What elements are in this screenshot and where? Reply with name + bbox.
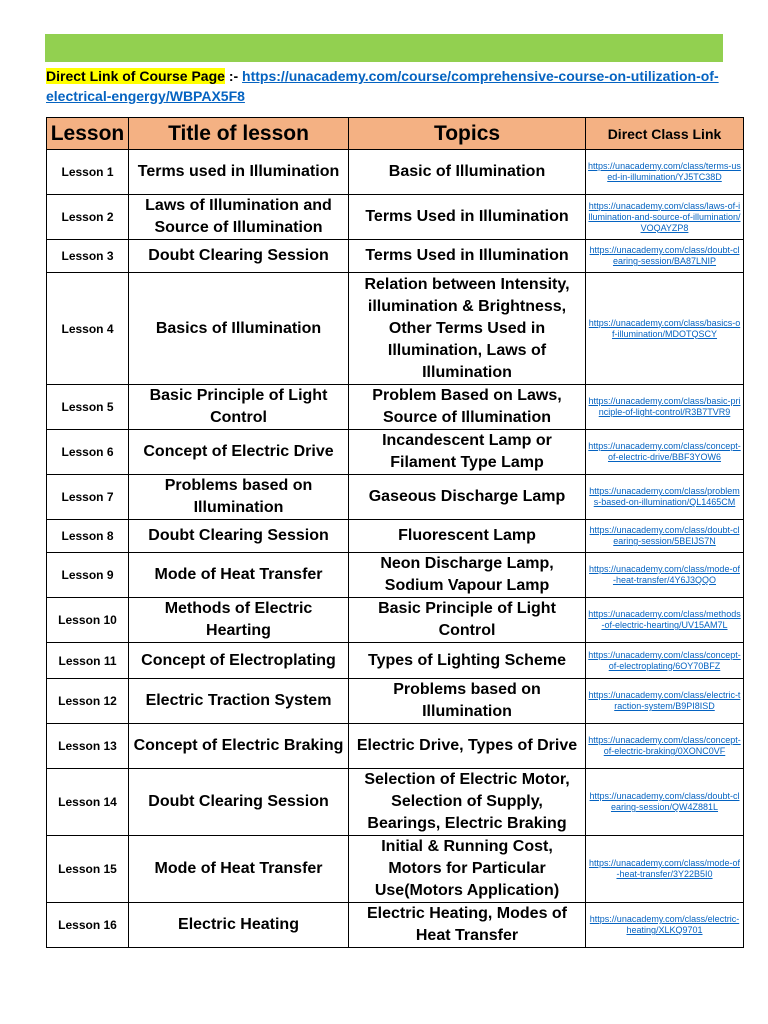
lesson-number: Lesson 2: [47, 195, 129, 240]
lesson-topics: Selection of Electric Motor, Selection of Supply, Bearings, Electric Braking: [349, 769, 586, 836]
course-link-label: Direct Link of Course Page: [46, 68, 225, 84]
header-topics: Topics: [349, 118, 586, 150]
lesson-topics: Electric Heating, Modes of Heat Transfer: [349, 903, 586, 948]
lesson-number: Lesson 13: [47, 724, 129, 769]
class-link[interactable]: https://unacademy.com/class/mode-of-heat-transfer/3Y22B5I0: [589, 858, 740, 879]
table-row: [47, 724, 744, 769]
lesson-topics: Neon Discharge Lamp, Sodium Vapour Lamp: [349, 553, 586, 598]
lesson-number: Lesson 1: [47, 150, 129, 195]
header-class-link: Direct Class Link: [586, 118, 744, 150]
class-link-cell: [586, 195, 744, 240]
class-link-cell: [586, 385, 744, 430]
lesson-number: Lesson 6: [47, 430, 129, 475]
class-link[interactable]: https://unacademy.com/class/laws-of-illumination-and-source-of-illumination/VOQAYZP8: [588, 200, 741, 233]
lesson-title: Methods of Electric Hearting: [129, 598, 349, 643]
table-row: [47, 475, 744, 520]
lesson-title: Concept of Electric Drive: [129, 430, 349, 475]
lesson-title: Terms used in Illumination: [129, 150, 349, 195]
lesson-title: Basic Principle of Light Control: [129, 385, 349, 430]
lesson-title: Concept of Electroplating: [129, 643, 349, 679]
class-link-cell: [586, 598, 744, 643]
class-link-cell: [586, 520, 744, 553]
class-link-cell: [586, 475, 744, 520]
lesson-topics: Problems based on Illumination: [349, 679, 586, 724]
table-row: [47, 643, 744, 679]
lesson-title: Basics of Illumination: [129, 273, 349, 385]
class-link[interactable]: https://unacademy.com/class/methods-of-electric-hearting/UV15AM7L: [588, 609, 741, 630]
lesson-number: Lesson 3: [47, 240, 129, 273]
class-link[interactable]: https://unacademy.com/class/terms-used-in-illumination/YJ5TC38D: [588, 161, 741, 182]
lesson-topics: Relation between Intensity, illumination & Brightness, Other Terms Used in Illumination, Laws of Illumination: [349, 273, 586, 385]
lesson-topics: Initial & Running Cost, Motors for Particular Use(Motors Application): [349, 836, 586, 903]
lesson-title: Electric Traction System: [129, 679, 349, 724]
table-row: [47, 385, 744, 430]
class-link-cell: [586, 553, 744, 598]
lesson-title: Electric Heating: [129, 903, 349, 948]
lesson-topics: Electric Drive, Types of Drive: [349, 724, 586, 769]
table-row: [47, 240, 744, 273]
lesson-number: Lesson 4: [47, 273, 129, 385]
lesson-topics: Incandescent Lamp or Filament Type Lamp: [349, 430, 586, 475]
lesson-table: [46, 117, 744, 948]
lesson-title: Doubt Clearing Session: [129, 240, 349, 273]
lesson-title: Laws of Illumination and Source of Illumination: [129, 195, 349, 240]
class-link-cell: [586, 150, 744, 195]
lesson-title: Problems based on Illumination: [129, 475, 349, 520]
table-row: [47, 430, 744, 475]
lesson-title: Doubt Clearing Session: [129, 520, 349, 553]
class-link[interactable]: https://unacademy.com/class/mode-of-heat-transfer/4Y6J3QQO: [589, 564, 740, 585]
lesson-topics: Types of Lighting Scheme: [349, 643, 586, 679]
lesson-topics: Basic of Illumination: [349, 150, 586, 195]
class-link[interactable]: https://unacademy.com/class/basic-principle-of-light-control/R3B7TVR9: [588, 396, 741, 417]
class-link-cell: [586, 903, 744, 948]
table-row: [47, 598, 744, 643]
header-green-bar: [45, 34, 723, 62]
lesson-topics: Terms Used in Illumination: [349, 240, 586, 273]
lesson-topics: Basic Principle of Light Control: [349, 598, 586, 643]
lesson-title: Concept of Electric Braking: [129, 724, 349, 769]
lesson-topics: Fluorescent Lamp: [349, 520, 586, 553]
class-link[interactable]: https://unacademy.com/class/concept-of-electroplating/6OY70BFZ: [588, 649, 741, 671]
course-link-separator: :-: [224, 68, 243, 84]
class-link[interactable]: https://unacademy.com/class/doubt-clearing-session/5BEIJS7N: [589, 525, 740, 546]
lesson-title: Mode of Heat Transfer: [129, 553, 349, 598]
lesson-number: Lesson 9: [47, 553, 129, 598]
table-row: [47, 150, 744, 195]
table-row: [47, 553, 744, 598]
table-row: [47, 520, 744, 553]
table-row: [47, 903, 744, 948]
table-header-row: [47, 118, 744, 150]
course-page-link[interactable]: https://unacademy.com/course/comprehensive-course-on-utilization-of-electrical-engergy/WBPAX5F8: [46, 68, 719, 104]
class-link[interactable]: https://unacademy.com/class/electric-heating/XLKQ9701: [589, 914, 740, 935]
table-body: [47, 150, 744, 948]
table-row: [47, 679, 744, 724]
lesson-title: Doubt Clearing Session: [129, 769, 349, 836]
class-link[interactable]: https://unacademy.com/class/concept-of-electric-braking/0XONC0VF: [588, 735, 741, 756]
lesson-number: Lesson 11: [47, 643, 129, 679]
lesson-topics: Problem Based on Laws, Source of Illumination: [349, 385, 586, 430]
lesson-title: Mode of Heat Transfer: [129, 836, 349, 903]
table-row: [47, 195, 744, 240]
lesson-number: Lesson 16: [47, 903, 129, 948]
header-lesson: Lesson: [47, 118, 129, 150]
lesson-number: Lesson 12: [47, 679, 129, 724]
class-link[interactable]: https://unacademy.com/class/electric-traction-system/B9PI8ISD: [588, 690, 741, 711]
class-link-cell: [586, 273, 744, 385]
class-link-cell: [586, 643, 744, 679]
class-link[interactable]: https://unacademy.com/class/basics-of-illumination/MDOTQSCY: [588, 317, 741, 339]
lesson-number: Lesson 7: [47, 475, 129, 520]
lesson-number: Lesson 14: [47, 769, 129, 836]
class-link[interactable]: https://unacademy.com/class/doubt-clearing-session/BA87LNIP: [589, 245, 740, 266]
course-link-line: [46, 66, 736, 106]
lesson-number: Lesson 15: [47, 836, 129, 903]
class-link-cell: [586, 769, 744, 836]
lesson-topics: Gaseous Discharge Lamp: [349, 475, 586, 520]
lesson-topics: Terms Used in Illumination: [349, 195, 586, 240]
header-title: Title of lesson: [129, 118, 349, 150]
table-row: [47, 836, 744, 903]
table-row: [47, 273, 744, 385]
class-link-cell: [586, 724, 744, 769]
class-link[interactable]: https://unacademy.com/class/concept-of-electric-drive/BBF3YOW6: [588, 441, 741, 462]
class-link-cell: [586, 430, 744, 475]
lesson-number: Lesson 8: [47, 520, 129, 553]
lesson-number: Lesson 5: [47, 385, 129, 430]
class-link-cell: [586, 240, 744, 273]
table-row: [47, 769, 744, 836]
class-link[interactable]: https://unacademy.com/class/doubt-clearing-session/QW4Z881L: [589, 791, 740, 812]
class-link-cell: [586, 836, 744, 903]
lesson-number: Lesson 10: [47, 598, 129, 643]
class-link-cell: [586, 679, 744, 724]
class-link[interactable]: https://unacademy.com/class/problems-based-on-illumination/QL1465CM: [589, 486, 740, 507]
